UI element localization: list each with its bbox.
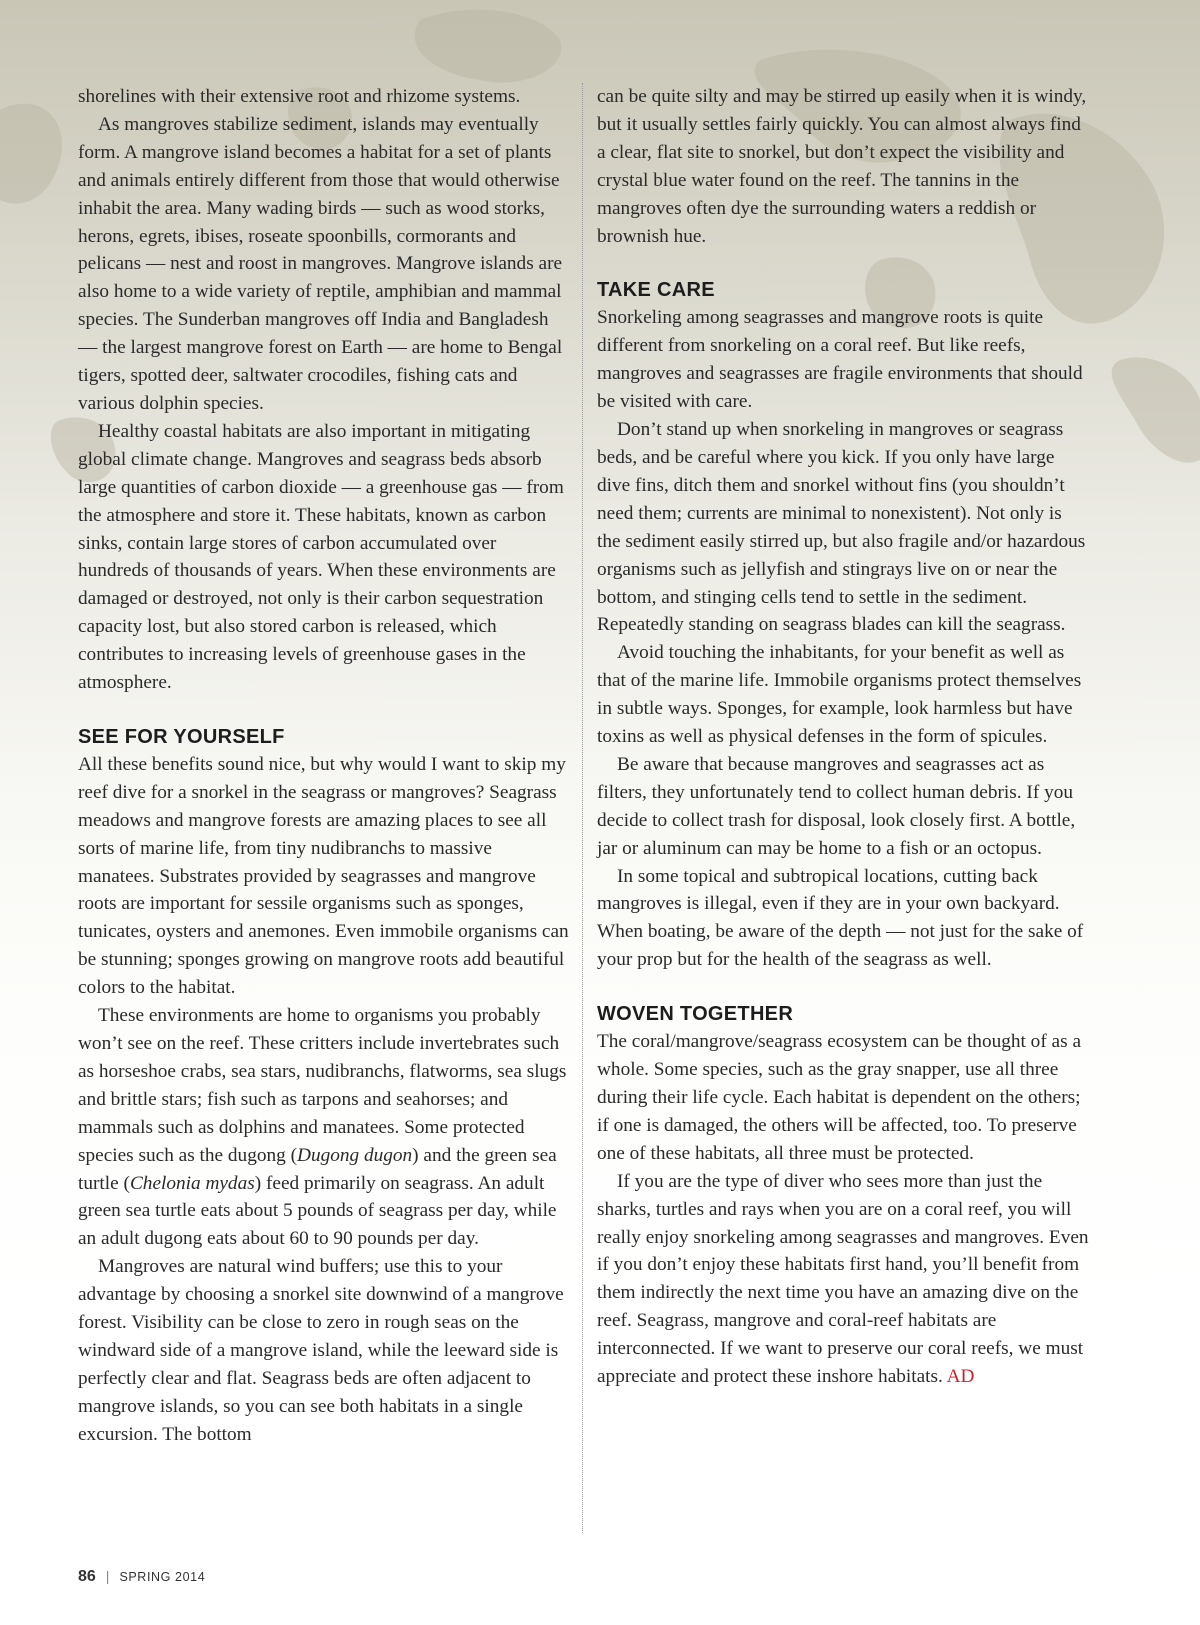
paragraph: Mangroves are natural wind buffers; use this to your advantage by choosing a snorkel site downwind of a mangrove forest. Visibility can be close to zero in rough seas on the windward side of a mangrove island, while the leeward side is perfectly clear and flat. Seagrass beds are often adjacent to mangrove islands, so you can see both habitats in a single excursion. The bottom bbox=[78, 1256, 564, 1445]
paragraph: Avoid touching the inhabitants, for your benefit as well as that of the marine life. Immobile organisms protect themselves in subtle ways. Sponges, for example, look harmless but have toxins as well as physical defenses in the form of spicules. bbox=[597, 642, 1082, 748]
page-footer bbox=[78, 1568, 205, 1586]
paragraph-text: ) feed primarily on seagrass. An adult green sea turtle eats about 5 pounds of seagrass per day, while an adult dugong eats about 60 to 90 pounds per day. bbox=[78, 1172, 557, 1250]
section-heading: TAKE CARE bbox=[597, 279, 715, 302]
paragraph bbox=[78, 1002, 570, 1253]
section-heading: SEE FOR YOURSELF bbox=[78, 725, 285, 748]
paragraph-text: If you are the type of diver who sees more than just the sharks, turtles and rays when you are on a coral reef, you will really enjoy snorkeling among seagrasses and mangroves. Even if you don’t enjoy these habitats first hand, you’ll benefit from them indirectly the next time you have an amazing dive on the reef. Seagrass, mangrove and coral-reef habitats are interconnected. If we want to preserve our coral reefs, we must appreciate and protect these inshore habitats. bbox=[597, 1170, 1089, 1388]
paragraph: Healthy coastal habitats are also important in mitigating global climate change. Mangroves and seagrass beds absorb large quantities of carbon dioxide — a greenhouse gas — from the atmosphere and store it. These habitats, known as carbon sinks, contain large stores of carbon accumulated over hundreds of thousands of years. When these environments are damaged or destroyed, not only is their carbon sequestration capacity lost, but also stored carbon is released, which contributes to increasing levels of greenhouse gases in the atmosphere. bbox=[78, 420, 564, 694]
paragraph: As mangroves stabilize sediment, islands may eventually form. A mangrove island becomes a habitat for a set of plants and animals entirely different from those that would otherwise inhabit the area. Many wading birds — such as wood storks, herons, egrets, ibises, roseate spoonbills, cormorants and pelicans — nest and roost in mangroves. Mangrove islands are also home to a wide variety of reptile, amphibian and mammal species. The Sunderban mangroves off India and Bangladesh — the largest mangrove forest on Earth — are home to Bengal tigers, spotted deer, saltwater crocodiles, fishing cats and various dolphin species. bbox=[78, 113, 563, 414]
paragraph: In some topical and subtropical locations, cutting back mangroves is illegal, even if they are in your own backyard. When boating, be aware of the depth — not just for the sake of your prop but for the health of the seagrass as well. bbox=[597, 865, 1084, 971]
species-name: Dugong dugon bbox=[297, 1144, 413, 1166]
footer-separator: | bbox=[105, 1568, 110, 1584]
paragraph: Don’t stand up when snorkeling in mangroves or seagrass beds, and be careful where you kick. If you only have large dive fins, ditch them and snorkel without fins (you shouldn’t need them; currents are minimal to nonexistent). Not only is the sediment easily stirred up, but also fragile and/or hazardous organisms such as jellyfish and stingrays live on or near the bottom, and stinging cells tend to settle in the sediment. Repeatedly standing on seagrass blades can kill the seagrass. bbox=[597, 419, 1086, 636]
page-number: 86 bbox=[78, 1568, 96, 1585]
issue-label: SPRING 2014 bbox=[119, 1570, 206, 1584]
paragraph: can be quite silty and may be stirred up easily when it is windy, but it usually settles fairly quickly. You can almost always find a clear, flat site to snorkel, but don’t expect the visibility and crystal blue water found on the reef. The tannins in the mangroves often dye the surrounding waters a reddish or brownish hue. bbox=[597, 86, 1087, 247]
paragraph: The coral/mangrove/seagrass ecosystem can be thought of as a whole. Some species, such as the gray snapper, use all three during their life cycle. Each habitat is dependent on the others; if one is damaged, the others will be affected, too. To preserve one of these habitats, all three must be protected. bbox=[597, 1031, 1081, 1164]
paragraph: shorelines with their extensive root and rhizome systems. bbox=[78, 86, 521, 107]
paragraph bbox=[597, 1168, 1089, 1391]
paragraph: Snorkeling among seagrasses and mangrove roots is quite different from snorkeling on a coral reef. But like reefs, mangroves and seagrasses are fragile environments that should be visited with care. bbox=[597, 307, 1083, 413]
paragraph: All these benefits sound nice, but why would I want to skip my reef dive for a snorkel in the seagrass or mangroves? Seagrass meadows and mangrove forests are amazing places to see all sorts of marine life, from tiny nudibranchs to massive manatees. Substrates provided by seagrasses and mangrove roots are important for sessile organisms such as sponges, tunicates, oysters and anemones. Even immobile organisms can be stunning; sponges growing on mangrove roots add beautiful colors to the habitat. bbox=[78, 753, 569, 999]
species-name: Chelonia mydas bbox=[129, 1172, 255, 1194]
end-mark: AD bbox=[946, 1366, 975, 1388]
section-heading: WOVEN TOGETHER bbox=[597, 1003, 794, 1026]
paragraph-text: These environments are home to organisms you probably won’t see on the reef. These critters include invertebrates such as horseshoe crabs, sea stars, nudibranchs, flatworms, sea slugs and brittle stars; fish such as tarpons and seahorses; and mammals such as dolphins and manatees. Some protected species such as the dugong ( bbox=[78, 1005, 567, 1166]
paragraph: Be aware that because mangroves and seagrasses act as filters, they unfortunately tend to collect human debris. If you decide to collect trash for disposal, look closely first. A bottle, jar or aluminum can may be home to a fish or an octopus. bbox=[597, 753, 1076, 859]
column-divider bbox=[582, 83, 583, 1533]
right-column bbox=[597, 83, 1089, 1391]
paragraph-text: ) and the green sea turtle ( bbox=[78, 1144, 557, 1194]
left-column bbox=[78, 83, 570, 1449]
